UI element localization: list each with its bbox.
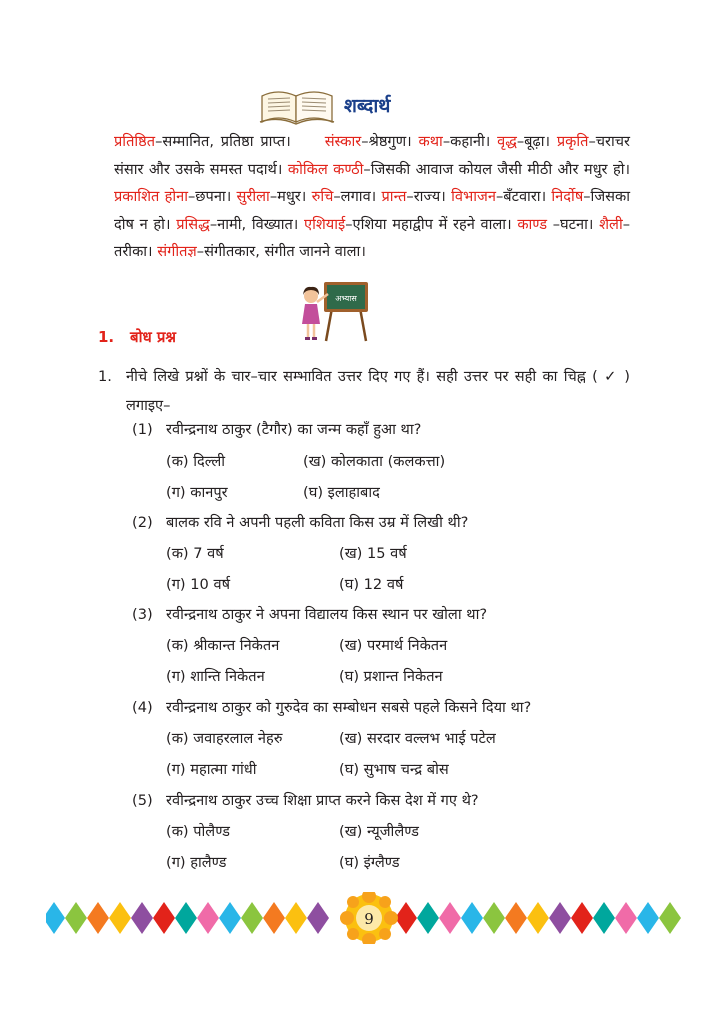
practice-board-label: अभ्यास <box>335 294 357 303</box>
glossary-term: कथा <box>418 133 443 150</box>
diamond-shape <box>87 902 109 934</box>
glossary-meaning: बूढ़ा। <box>524 133 551 150</box>
diamond-shape <box>527 902 549 934</box>
section-title: बोध प्रश्न <box>130 328 177 346</box>
glossary-meaning: जिसकी आवाज कोयल जैसी मीठी और मधुर हो। <box>370 160 631 178</box>
option[interactable]: (क) श्रीकान्त निकेतन <box>166 637 280 654</box>
option[interactable]: (ग) कानपुर <box>166 484 228 501</box>
glossary-term: शैली <box>599 215 623 233</box>
glossary-term: प्रसिद्ध <box>176 215 210 233</box>
glossary-header <box>258 82 458 130</box>
glossary-meaning: घटना। <box>560 215 594 233</box>
diamond-shape <box>549 902 571 934</box>
option[interactable]: (क) दिल्ली <box>166 453 226 470</box>
option[interactable]: (ख) सरदार वल्लभ भाई पटेल <box>339 730 496 747</box>
diamond-shape <box>285 902 307 934</box>
diamond-shape <box>505 902 527 934</box>
glossary-term: निर्दोष <box>551 188 584 206</box>
glossary-meaning: छपना। <box>195 188 232 206</box>
diamond-shape <box>307 902 329 934</box>
glossary-term: संगीतज्ञ <box>157 243 197 261</box>
diamond-shape <box>615 902 637 934</box>
glossary-meaning: राज्य। <box>413 188 446 206</box>
option[interactable]: (ग) हालैण्ड <box>166 854 227 871</box>
question-instruction <box>98 362 630 420</box>
section-number: 1. <box>98 328 115 346</box>
diamond-shape <box>241 902 263 934</box>
diamond-shape <box>153 902 175 934</box>
glossary-meaning: सम्मानित, प्रतिष्ठा प्राप्त। <box>162 133 291 150</box>
diamond-shape <box>571 902 593 934</box>
glossary-meaning: कहानी। <box>450 133 491 150</box>
option[interactable]: (घ) 12 वर्ष <box>339 576 404 593</box>
option[interactable]: (ख) न्यूजीलैण्ड <box>339 823 419 840</box>
glossary-meaning: तरीका। <box>114 243 153 261</box>
option[interactable]: (ख) कोलकाता (कलकत्ता) <box>303 453 446 470</box>
glossary-term: विभाजन <box>451 188 496 206</box>
diamond-shape <box>439 902 461 934</box>
option[interactable]: (क) 7 वर्ष <box>166 545 224 562</box>
option[interactable]: (ग) 10 वर्ष <box>166 576 231 593</box>
glossary-meaning: मधुर। <box>277 188 307 206</box>
subquestion: (1) रवीन्द्रनाथ ठाकुर (टैगौर) का जन्म कहाँ हुआ था? <box>132 421 422 438</box>
glossary-term: प्रान्त <box>381 188 407 206</box>
question-number: 1. <box>98 368 112 385</box>
question-text: नीचे लिखे प्रश्नों के चार–चार सम्भावित उत्तर दिए गए हैं। सही उत्तर पर सही का चिह्न ( ✓ ) लगाइए– <box>126 368 630 414</box>
glossary-term: सुरीला <box>236 188 270 206</box>
glossary-meaning: संगीतकार, संगीत जानने वाला। <box>204 243 366 261</box>
option[interactable]: (क) पोलैण्ड <box>166 823 230 840</box>
diamond-shape <box>219 902 241 934</box>
glossary-meaning: लगाव। <box>340 188 377 206</box>
diamond-shape <box>659 902 681 934</box>
glossary-meaning: श्रेष्ठगुण। <box>368 133 412 150</box>
glossary-term: कोकिल कण्ठी <box>287 160 364 178</box>
option[interactable]: (ग) महात्मा गांधी <box>166 761 257 778</box>
page-number: 9 <box>364 910 374 928</box>
subquestion: (3) रवीन्द्रनाथ ठाकुर ने अपना विद्यालय किस स्थान पर खोला था? <box>132 606 488 623</box>
glossary-term: रुचि <box>311 188 334 206</box>
glossary-term: प्रकृति <box>556 133 589 150</box>
glossary-meaning: नामी, विख्यात। <box>217 215 299 233</box>
diamond-shape <box>593 902 615 934</box>
option[interactable]: (घ) इलाहाबाद <box>303 484 380 501</box>
option[interactable]: (ख) परमार्थ निकेतन <box>339 637 448 654</box>
diamond-shape <box>263 902 285 934</box>
glossary-meaning: जिसका दोष न हो। <box>114 188 631 233</box>
glossary-term: प्रतिष्ठित <box>114 133 156 150</box>
glossary-term: काण्ड <box>517 215 548 233</box>
diamond-shape <box>637 902 659 934</box>
glossary-title: शब्दार्थ <box>344 95 391 117</box>
diamond-shape <box>175 902 197 934</box>
glossary-meaning: बँटवारा। <box>503 188 547 206</box>
open-book-icon <box>258 82 336 126</box>
glossary-term: संस्कार <box>324 133 362 150</box>
subquestion: (4) रवीन्द्रनाथ ठाकुर को गुरुदेव का सम्बोधन सबसे पहले किसने दिया था? <box>132 699 532 716</box>
option[interactable]: (क) जवाहरलाल नेहरु <box>166 730 283 747</box>
practice-board-illustration <box>298 278 370 342</box>
subquestion: (2) बालक रवि ने अपनी पहली कविता किस उम्र में लिखी थी? <box>132 514 469 531</box>
footer-decoration <box>46 892 692 944</box>
diamond-shape <box>395 902 417 934</box>
glossary-term: एशियाई <box>304 215 346 233</box>
glossary-text: प्रतिष्ठित–सम्मानित, प्रतिष्ठा प्राप्त। संस्कार–श्रेष्ठगुण। कथा–कहानी। वृद्ध–बूढ़ा। प्रकृति–चराचर संसार और उसके समस्त पदार्थ। कोकिल कण्ठी–जिसकी आवाज कोयल जैसी मीठी और मधुर हो। प्रकाशित होना–छपना। सुरीला–मधुर। रुचि–लगाव। प्रान्त–राज्य। विभाजन–बँटवारा। निर्दोष–जिसका दोष न हो। प्रसिद्ध–नामी, विख्यात। एशियाई–एशिया महाद्वीप में रहने वाला। काण्ड –घटना। शैली–तरीका। संगीतज्ञ–संगीतकार, संगीत जानने वाला। <box>114 133 631 261</box>
glossary-term: प्रकाशित होना <box>114 188 188 206</box>
option[interactable]: (ख) 15 वर्ष <box>339 545 407 562</box>
subquestion: (5) रवीन्द्रनाथ ठाकुर उच्च शिक्षा प्राप्त करने किस देश में गए थे? <box>132 792 479 809</box>
diamond-shape <box>483 902 505 934</box>
diamond-shape <box>417 902 439 934</box>
glossary-meaning: एशिया महाद्वीप में रहने वाला। <box>352 215 512 233</box>
diamond-shape <box>461 902 483 934</box>
diamond-shape <box>65 902 87 934</box>
diamond-shape <box>109 902 131 934</box>
glossary-term: वृद्ध <box>497 133 517 150</box>
glossary-meaning: चराचर संसार और उसके समस्त पदार्थ। <box>114 133 631 178</box>
section-heading <box>98 327 176 347</box>
diamond-shape <box>46 902 65 934</box>
option[interactable]: (घ) इंग्लैण्ड <box>339 854 400 871</box>
option[interactable]: (घ) प्रशान्त निकेतन <box>339 668 443 685</box>
option[interactable]: (घ) सुभाष चन्द्र बोस <box>339 761 449 778</box>
diamond-shape <box>131 902 153 934</box>
option[interactable]: (ग) शान्ति निकेतन <box>166 668 265 685</box>
diamond-shape <box>197 902 219 934</box>
